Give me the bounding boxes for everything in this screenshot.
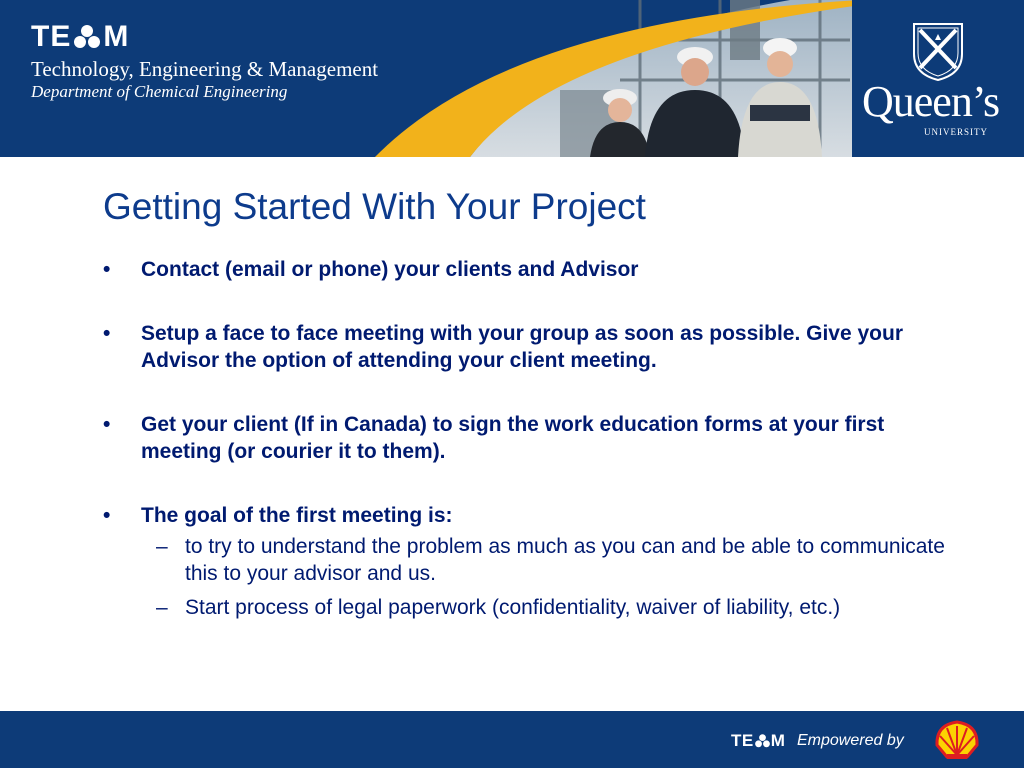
queens-crest-icon	[910, 20, 966, 82]
sub-bullet-item	[141, 533, 963, 587]
university-label: UNIVERSITY	[924, 127, 988, 137]
bullet-item	[103, 320, 963, 374]
university-name: Queen’s	[862, 77, 1000, 126]
sub-bullet-marker: –	[156, 535, 168, 558]
bullet-item	[103, 411, 963, 465]
team-logo	[31, 22, 129, 52]
header-organization-name: Technology, Engineering & Management	[31, 57, 379, 81]
shell-logo-icon	[934, 719, 980, 761]
bullet-marker: •	[103, 413, 111, 436]
bullet-item	[103, 502, 963, 621]
team-trefoil-icon	[754, 733, 771, 749]
bullet-text: The goal of the first meeting is:	[141, 504, 453, 527]
bullet-marker: •	[103, 258, 111, 281]
bullet-text: Get your client (If in Canada) to sign the work education forms at your first meeting (or courier it to them).	[141, 413, 885, 463]
bullet-text: Setup a face to face meeting with your group as soon as possible. Give your Advisor the option of attending your client meeting.	[141, 322, 904, 372]
footer-team-logo	[731, 732, 785, 749]
bullet-marker: •	[103, 322, 111, 345]
footer-bar	[0, 711, 1024, 768]
sub-bullet-item	[141, 594, 963, 621]
header-department-name: Department of Chemical Engineering	[31, 82, 288, 101]
header-banner	[0, 0, 1024, 157]
sub-bullet-text: to try to understand the problem as much as you can and be able to communicate this to your advisor and us.	[185, 535, 945, 585]
team-logo-left-text: TE	[31, 20, 72, 53]
bullet-list	[103, 256, 963, 628]
team-logo-right-text: M	[103, 20, 130, 53]
slide-title: Getting Started With Your Project	[103, 186, 646, 227]
sub-bullet-marker: –	[156, 596, 168, 619]
team-trefoil-icon	[72, 23, 102, 51]
footer-logo-right-text: M	[770, 731, 786, 750]
bullet-item	[103, 256, 963, 283]
bullet-marker: •	[103, 504, 111, 527]
sub-bullet-list	[141, 533, 963, 621]
sub-bullet-text: Start process of legal paperwork (confidentiality, waiver of liability, etc.)	[185, 596, 841, 619]
bullet-text: Contact (email or phone) your clients and Advisor	[141, 258, 639, 281]
footer-logo-left-text: TE	[731, 731, 754, 750]
footer-tagline: Empowered by	[797, 732, 904, 749]
